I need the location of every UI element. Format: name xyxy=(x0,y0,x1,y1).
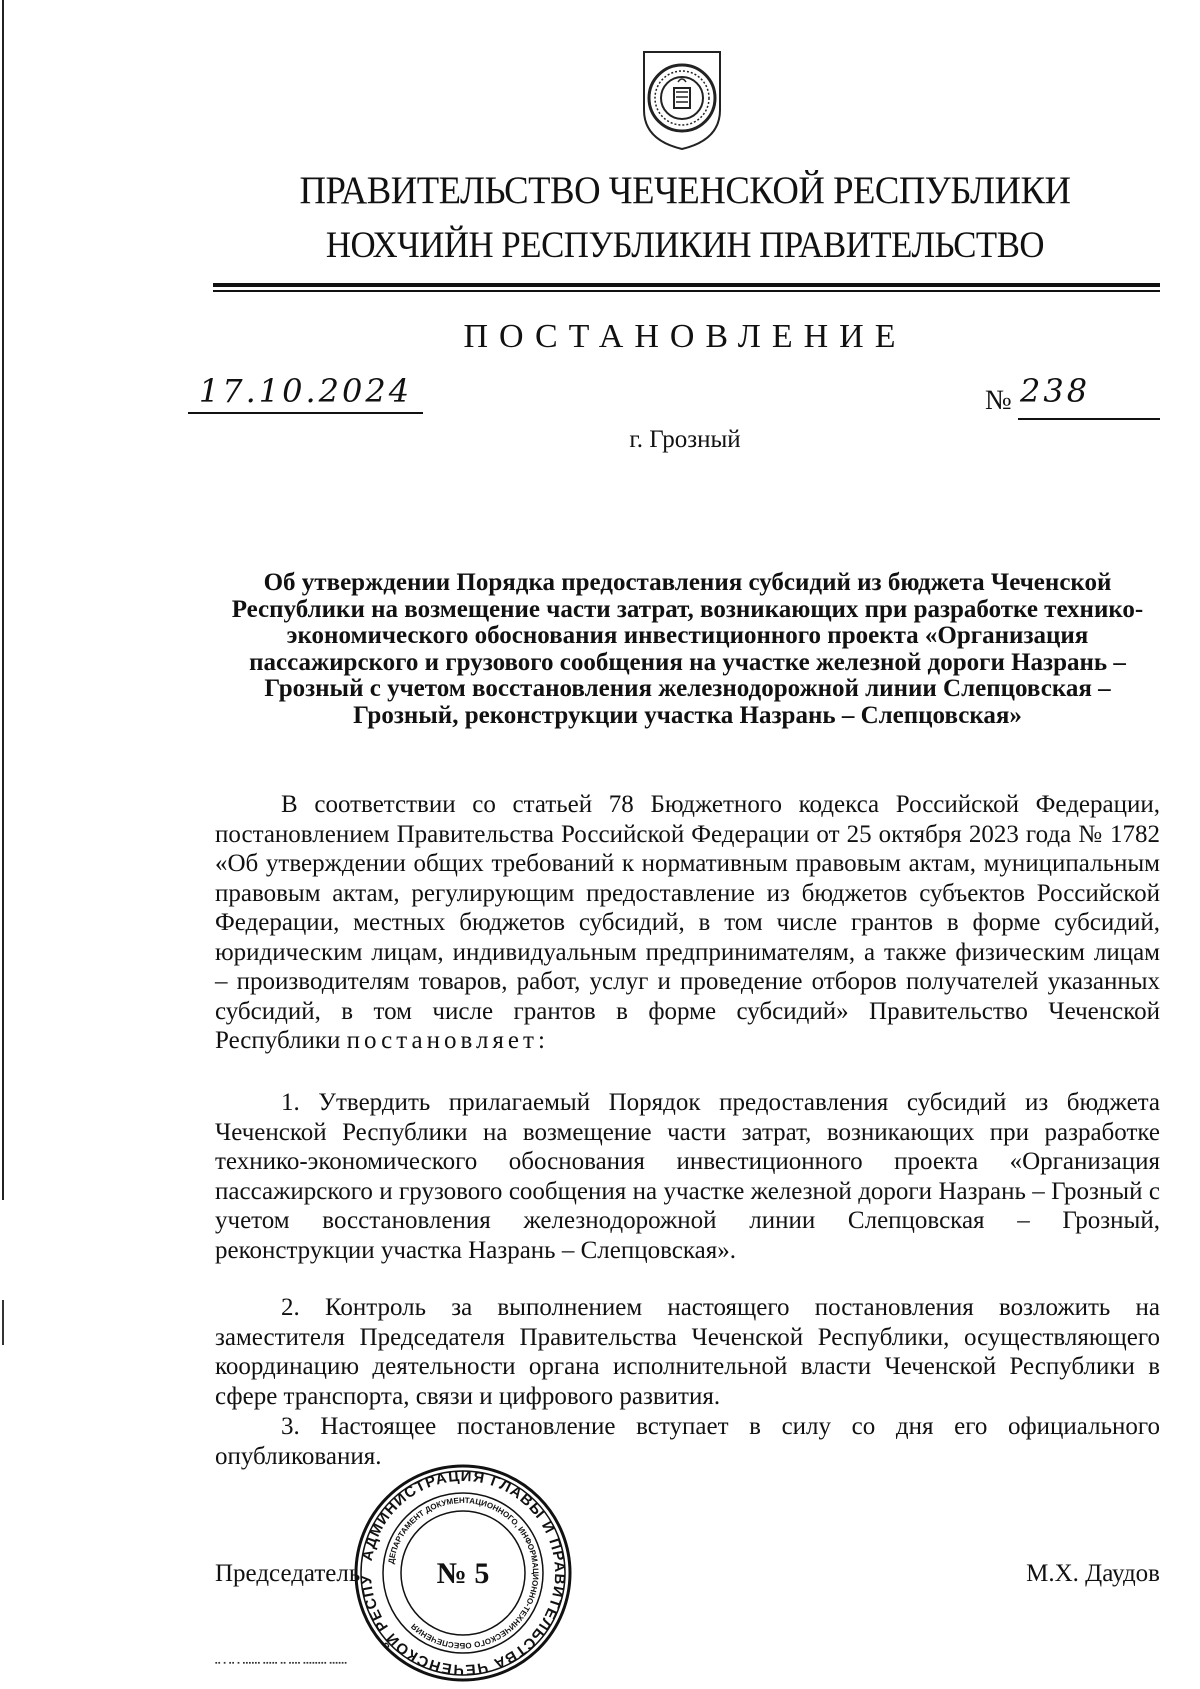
preamble-text: В соответствии со статьей 78 Бюджетного кодекса Российской Федерации, постановлением Правительства Российской Федерации от 25 октября 2023 года № 1782 «Об утверждении общих требований к нормативным правовым актам, муниципальным правовым актам, регулирующим предоставление из бюджетов субъектов Российской Федерации, местных бюджетов субсидий, в том числе грантов в форме субсидий, юридическим лицам, индивидуальным предпринимателям, а также физическим лицам – производителям товаров, работ, услуг и проведение отборов получателей указанных субсидий, в том числе грантов в форме субсидий» Правительство Чеченской Республики xyxy=(215,791,1160,1054)
preamble-paragraph xyxy=(215,790,1160,1056)
document-city: г. Грозный xyxy=(629,426,741,453)
chechen-republic-emblem-icon xyxy=(638,48,726,152)
document-title: Об утверждении Порядка предоставления субсидий из бюджета Чеченской Республики на возмещение части затрат, возникающих при разработке технико-экономического обоснования инвестиционного проекта «Организация пассажирского и грузового сообщения на участке железной дороги Назрань – Грозный с учетом восстановления железнодорожной линии Слепцовская – Грозный, реконструкции участка Назрань – Слепцовская» xyxy=(231,569,1144,729)
stamp-inner-text: ДЕПАРТАМЕНТ ДОКУМЕНТАЦИОННОГО, ИНФОРМАЦИОННО-ТЕХНИЧЕСКОГО ОБЕСПЕЧЕНИЯ xyxy=(386,1495,541,1651)
official-stamp xyxy=(352,1462,574,1684)
number-underline xyxy=(1018,418,1160,420)
government-name-russian: ПРАВИТЕЛЬСТВО ЧЕЧЕНСКОЙ РЕСПУБЛИКИ xyxy=(299,169,1071,212)
document-number: 238 xyxy=(1020,372,1091,410)
date-underline xyxy=(188,412,423,414)
document-date: 17.10.2024 xyxy=(198,372,413,410)
stamp-number: № 5 xyxy=(436,1557,490,1590)
scan-edge xyxy=(2,0,4,1200)
scan-edge-mark xyxy=(2,1300,4,1345)
item-2-paragraph: 2. Контроль за выполнением настоящего постановления возложить на заместителя Председателя Правительства Чеченской Республики, осуществляющего координацию деятельности органа исполнительной власти Чеченской Республики в сфере транспорта, связи и цифрового развития. xyxy=(215,1294,1160,1410)
header-rule-thick xyxy=(213,283,1160,287)
document-type: ПОСТАНОВЛЕНИЕ xyxy=(463,318,907,355)
signature-name: М.Х. Даудов xyxy=(1026,1560,1160,1587)
stamp-outer-text: АДМИНИСТРАЦИЯ ГЛАВЫ И ПРАВИТЕЛЬСТВА ЧЕЧЕНСКОЙ РЕСПУ xyxy=(357,1467,569,1679)
government-name-chechen: НОХЧИЙН РЕСПУБЛИКИН ПРАВИТЕЛЬСТВО xyxy=(325,225,1045,266)
item-1-paragraph: 1. Утвердить прилагаемый Порядок предоставления субсидий из бюджета Чеченской Республики на возмещение части затрат, возникающих при разработке технико-экономического обоснования инвестиционного проекта «Организация пассажирского и грузового сообщения на участке железной дороги Назрань – Грозный с учетом восстановления железнодорожной линии Слепцовская – Грозный, реконструкции участка Назрань – Слепцовская». xyxy=(215,1089,1160,1264)
header-rule-thin xyxy=(213,290,1160,292)
number-sign: № xyxy=(985,385,1012,416)
resolves-word: постановляет: xyxy=(346,1027,549,1054)
footer-scan-marks: ▪▪ ▪ ▪▪ ▪ ▪▪▪▪▪▪ ▪▪▪▪▪ ▪▪ ▪▪▪▪ ▪▪▪▪▪▪▪▪ ▪▪▪▪▪▪ xyxy=(215,1660,348,1667)
signature-position: Председатель xyxy=(215,1560,361,1587)
item-3-paragraph: 3. Настоящее постановление вступает в силу со дня его официального опубликования. xyxy=(215,1413,1160,1470)
